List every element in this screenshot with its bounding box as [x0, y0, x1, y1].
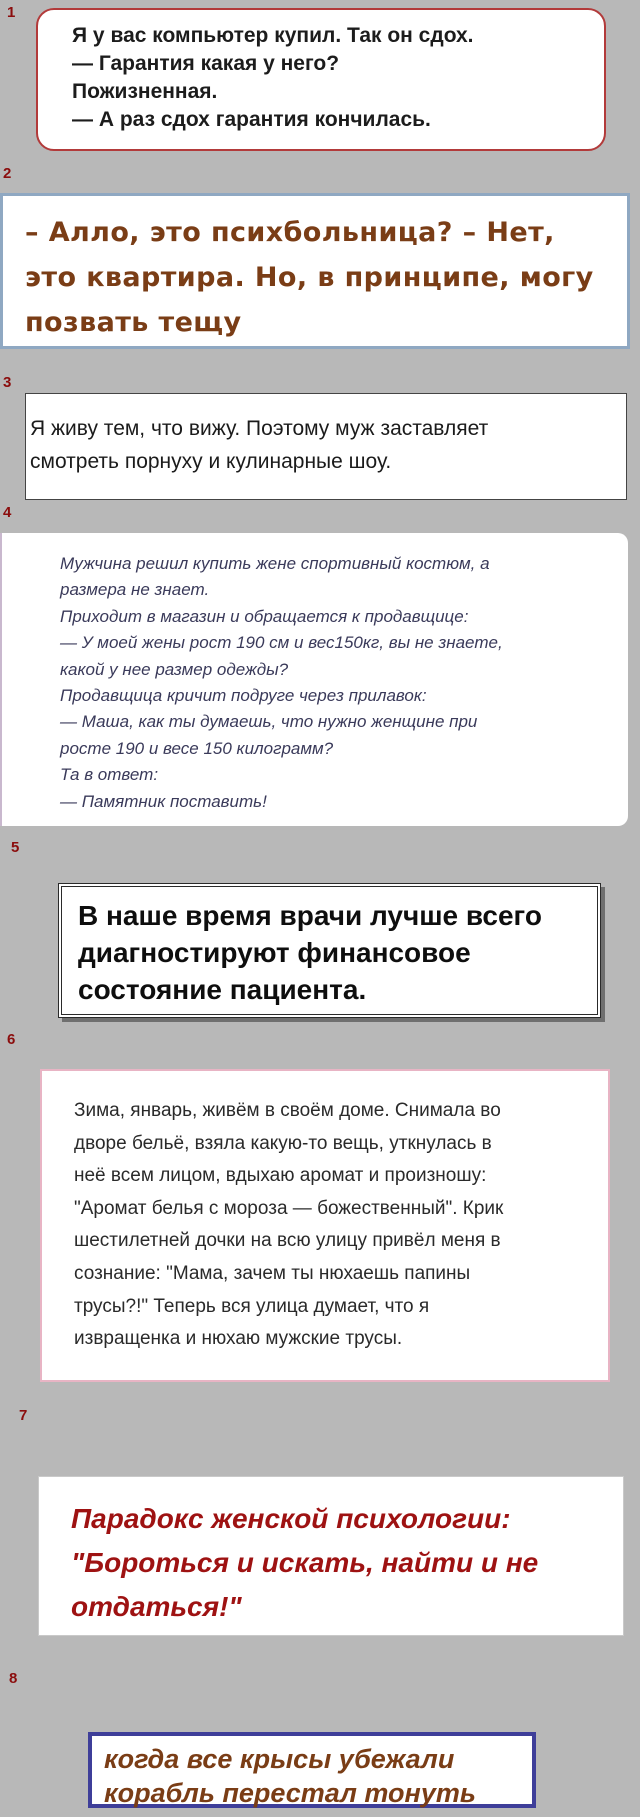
- section-number-1: 1: [7, 4, 16, 21]
- joke-5-line: В наше время врачи лучше всего: [78, 900, 542, 931]
- joke-card-4: [0, 533, 628, 826]
- joke-5-line: состояние пациента.: [78, 974, 367, 1005]
- joke-2-line: – Алло, это психбольница? – Нет,: [25, 217, 555, 248]
- joke-3-line: Я живу тем, что вижу. Поэтому муж заставляет: [30, 417, 489, 440]
- section-number-4: 4: [3, 504, 12, 521]
- joke-7-line: отдаться!": [71, 1591, 242, 1622]
- joke-4-line: размера не знает.: [60, 580, 210, 600]
- section-number-3: 3: [3, 374, 12, 391]
- joke-1-line: Я у вас компьютер купил. Так он сдох.: [72, 24, 474, 47]
- joke-6-line: "Аромат белья с мороза — божественный". Крик: [74, 1197, 504, 1219]
- joke-4-line: — Маша, как ты думаешь, что нужно женщине при: [60, 712, 478, 732]
- joke-card-5: [58, 883, 601, 1018]
- joke-card-1: [36, 8, 606, 151]
- joke-4-line: — Памятник поставить!: [60, 791, 267, 811]
- joke-card-7: [38, 1476, 624, 1636]
- joke-6-line: шестилетней дочки на всю улицу привёл меня в: [74, 1230, 501, 1252]
- section-number-7: 7: [19, 1407, 28, 1424]
- section-number-2: 2: [3, 165, 12, 182]
- joke-4-line: Мужчина решил купить жене спортивный костюм, а: [60, 554, 490, 573]
- joke-6-line: сознание: "Мама, зачем ты нюхаешь папины: [74, 1262, 471, 1284]
- joke-card-6: [40, 1069, 610, 1382]
- section-number-8: 8: [9, 1670, 18, 1687]
- joke-3-line: смотреть порнуху и кулинарные шоу.: [30, 450, 392, 473]
- section-number-6: 6: [7, 1031, 16, 1048]
- joke-card-2: [0, 193, 630, 349]
- joke-4-line: — У моей жены рост 190 см и вес150кг, вы не знаете,: [60, 633, 503, 653]
- joke-2-line: позвать тещу: [25, 307, 242, 338]
- joke-2-line: это квартира. Но, в принципе, могу: [25, 262, 594, 293]
- joke-6-line: трусы?!" Теперь вся улица думает, что я: [74, 1295, 430, 1317]
- joke-8-line: когда все крысы убежали: [104, 1744, 455, 1774]
- joke-7-line: Парадокс женской психологии:: [71, 1503, 511, 1534]
- joke-card-8: [88, 1732, 536, 1808]
- joke-8-line: корабль перестал тонуть: [104, 1778, 476, 1808]
- joke-4-line: Приходит в магазин и обращается к продавщице:: [60, 606, 469, 626]
- joke-5-line: диагностируют финансовое: [78, 937, 471, 968]
- joke-4-line: Та в ответ:: [60, 765, 159, 785]
- joke-1-line: — А раз сдох гарантия кончилась.: [72, 108, 431, 131]
- joke-6-line: извращенка и нюхаю мужские трусы.: [74, 1328, 403, 1350]
- joke-card-3: [25, 393, 627, 500]
- joke-6-line: Зима, январь, живём в своём доме. Снимала во: [74, 1100, 501, 1121]
- joke-1-line: Пожизненная.: [72, 80, 218, 103]
- joke-1-line: — Гарантия какая у него?: [72, 52, 340, 75]
- joke-6-line: неё всем лицом, вдыхаю аромат и произношу:: [74, 1165, 487, 1187]
- joke-4-line: Продавщица кричит подруге через прилавок:: [60, 686, 427, 706]
- joke-4-line: росте 190 и весе 150 килограмм?: [60, 738, 334, 758]
- joke-6-line: дворе бельё, взяла какую-то вещь, уткнулась в: [74, 1132, 492, 1154]
- joke-4-line: какой у нее размер одежды?: [60, 659, 289, 679]
- joke-7-line: "Бороться и искать, найти и не: [71, 1547, 539, 1578]
- section-number-5: 5: [11, 839, 20, 856]
